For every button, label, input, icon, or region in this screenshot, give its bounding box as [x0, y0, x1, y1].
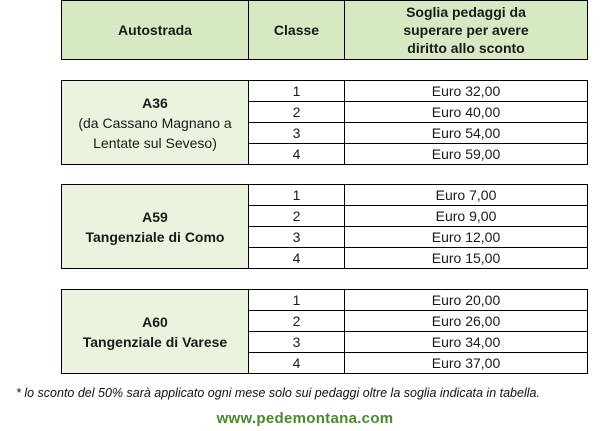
- soglia-cell: Euro 54,00: [345, 123, 588, 144]
- highway-a60: [62, 290, 249, 374]
- highway-code: A36: [142, 94, 168, 111]
- table-row: [62, 290, 588, 311]
- classe-cell: 4: [249, 353, 345, 374]
- block-a60: [61, 289, 588, 374]
- soglia-cell: Euro 32,00: [345, 81, 588, 102]
- soglia-cell: Euro 20,00: [345, 290, 588, 311]
- soglia-cell: Euro 7,00: [345, 185, 588, 206]
- soglia-cell: Euro 26,00: [345, 311, 588, 332]
- highway-desc-line1: (da Cassano Magnano a: [78, 114, 232, 131]
- block-a59: [61, 184, 588, 269]
- soglia-cell: Euro 40,00: [345, 102, 588, 123]
- soglia-cell: Euro 34,00: [345, 332, 588, 353]
- classe-cell: 2: [249, 311, 345, 332]
- classe-cell: 1: [249, 290, 345, 311]
- header-autostrada: Autostrada: [62, 1, 249, 60]
- header-table: [61, 0, 588, 60]
- classe-cell: 3: [249, 332, 345, 353]
- highway-desc-line2: Lentate sul Seveso): [93, 134, 217, 151]
- classe-cell: 4: [249, 144, 345, 165]
- header-soglia-line2: superare per avere: [403, 22, 529, 38]
- table-row: [62, 81, 588, 102]
- header-soglia-line3: diritto allo sconto: [407, 40, 525, 56]
- soglia-cell: Euro 37,00: [345, 353, 588, 374]
- header-soglia: [345, 1, 588, 60]
- classe-cell: 4: [249, 248, 345, 269]
- classe-cell: 1: [249, 81, 345, 102]
- soglia-cell: Euro 15,00: [345, 248, 588, 269]
- highway-a59: [62, 185, 249, 269]
- table-row: [62, 185, 588, 206]
- soglia-cell: Euro 12,00: [345, 227, 588, 248]
- soglia-cell: Euro 59,00: [345, 144, 588, 165]
- website-link[interactable]: www.pedemontana.com: [216, 410, 394, 427]
- highway-a36: [62, 81, 249, 165]
- highway-code: A60: [142, 313, 168, 330]
- soglia-cell: Euro 9,00: [345, 206, 588, 227]
- classe-cell: 2: [249, 206, 345, 227]
- classe-cell: 1: [249, 185, 345, 206]
- footnote: * lo sconto del 50% sarà applicato ogni mese solo sui pedaggi oltre la soglia indicata in tabella.: [16, 386, 540, 400]
- classe-cell: 3: [249, 123, 345, 144]
- header-row: [62, 1, 588, 60]
- classe-cell: 3: [249, 227, 345, 248]
- block-a36: [61, 80, 588, 165]
- header-classe: Classe: [249, 1, 345, 60]
- classe-cell: 2: [249, 102, 345, 123]
- header-soglia-line1: Soglia pedaggi da: [406, 4, 526, 20]
- highway-desc-line1: Tangenziale di Varese: [82, 333, 228, 350]
- highway-desc-line1: Tangenziale di Como: [85, 228, 225, 245]
- highway-code: A59: [142, 208, 168, 225]
